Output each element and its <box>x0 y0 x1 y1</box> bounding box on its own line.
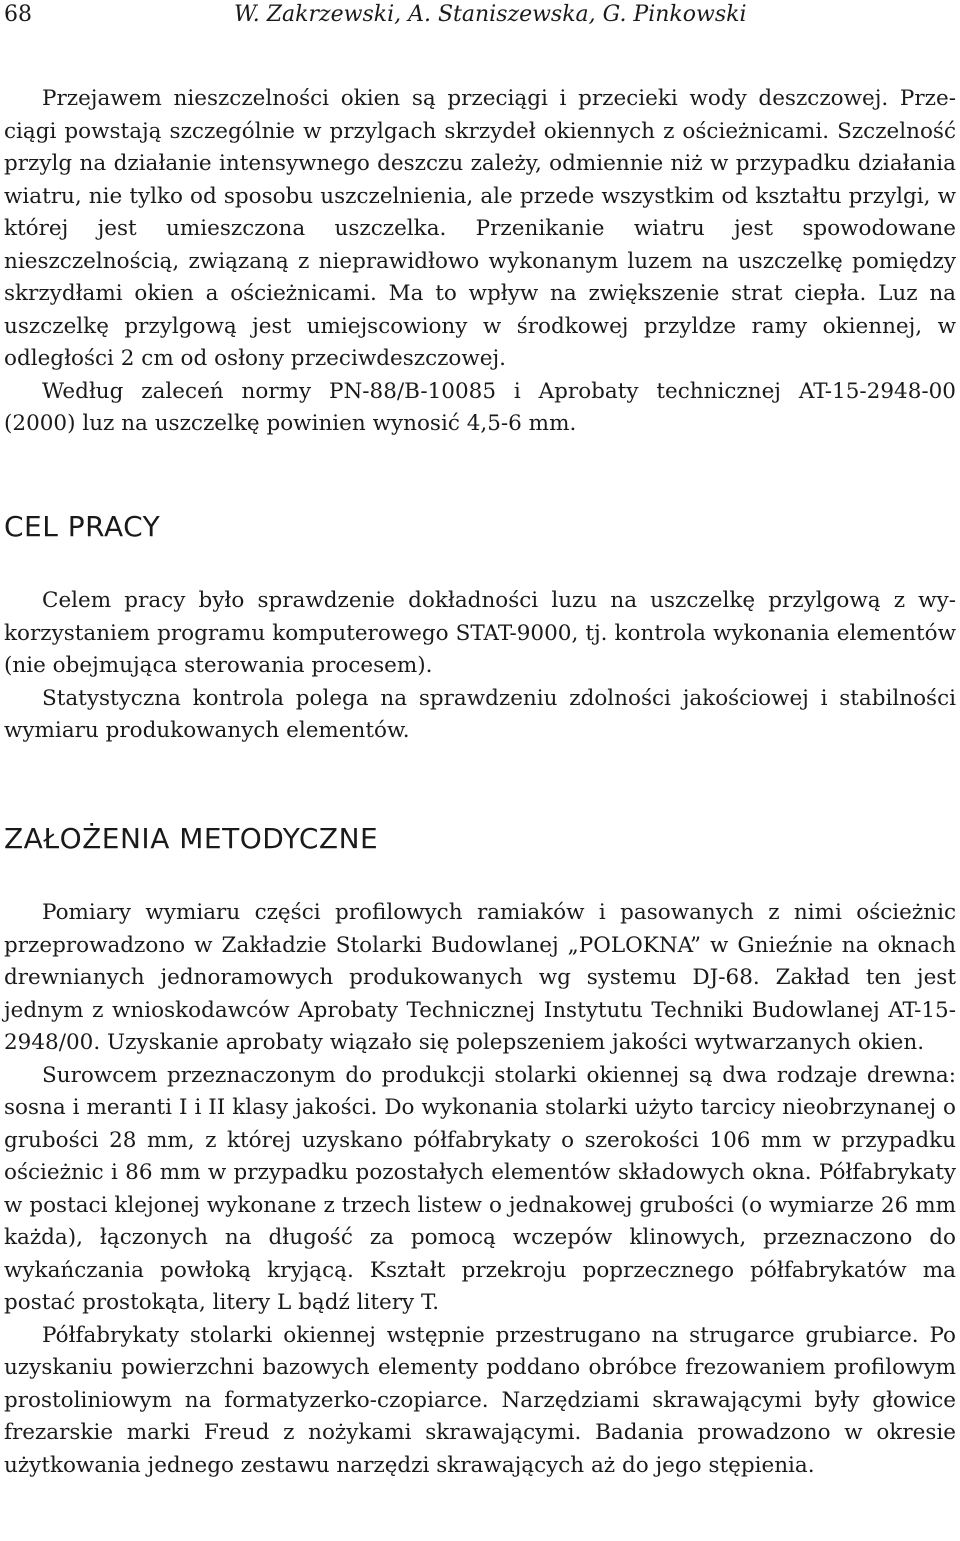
methods-section <box>4 897 956 1482</box>
intro-paragraph-2: Według zaleceń normy PN-88/B-10085 i Aprobaty technicznej AT-15-2948-00 (2000) luz na uszczelkę powinien wynosić 4,5-6 mm. <box>4 378 956 436</box>
section-heading-aim: CEL PRACY <box>4 510 161 543</box>
aim-section <box>4 585 956 748</box>
methods-paragraph-3: Półfabrykaty stolarki okiennej wstępnie przestrugano na strugarce grubiarce. Po uzyskaniu powierzchni bazowych elementy poddano obróbce frezowaniem profilowym prostoliniowym na formatyzerko-czopiarce. Narzędziami skrawającymi były głowice frezarskie marki Freud z nożykami skrawającymi. Badania prowadzono w okresie użytkowania jednego zestawu narzędzi skrawających aż do jego stępienia. <box>4 1322 956 1478</box>
page-number: 68 <box>4 2 32 27</box>
aim-paragraph-2: Statystyczna kontrola polega na sprawdzeniu zdolności jakościowej i stabilności wymiaru produkowanych elementów. <box>4 685 956 743</box>
intro-paragraph-1: Przejawem nieszczelności okien są przeciągi i przecieki wody deszczowej. Przeciągi powstają szczególnie w przylgach skrzydeł okiennych z ościeżnicami. Szczelność przylg na działanie intensywnego deszczu zależy, odmiennie niż w przypadku działania wiatru, nie tylko od sposobu uszczelnienia, ale przede wszystkim od kształtu przylgi, w której jest umieszczona uszczelka. Przenikanie wiatru jest spowodowane nieszczelnością, związaną z nieprawidłowo wykonanym luzem na uszczelkę pomiędzy skrzydłami okien a ościeżnicami. Ma to wpływ na zwiększenie strat ciepła. Luz na uszczelkę przylgową jest umiejscowiony w środkowej przyldze ramy okiennej, w odległości 2 cm od osłony przeciwdeszczowej. <box>4 86 956 371</box>
aim-paragraph-1: Celem pracy było sprawdzenie dokładności luzu na uszczelkę przylgową z wykorzystaniem programu komputerowego STAT-9000, tj. kontrola wykonania elementów (nie obejmująca sterowania procesem). <box>4 588 956 678</box>
intro-section <box>4 83 956 441</box>
methods-paragraph-2: Surowcem przeznaczonym do produkcji stolarki okiennej są dwa rodzaje drewna: sosna i meranti I i II klasy jakości. Do wykonania stolarki użyto tarcicy nieobrzynanej o grubości 28 mm, z której uzyskano półfabrykaty o szerokości 106 mm w przypadku ościeżnic i 86 mm w przypadku pozostałych elementów składowych okna. Półfabrykaty w postaci klejonej wykonane z trzech listew o jednakowej grubości (o wymiarze 26 mm każda), łączonych na długość za pomocą wczepów klinowych, przeznaczono do wykańczania powłoką kryjącą. Kształt przekroju poprzecznego półfabrykatów ma postać prostokąta, litery L bądź litery T. <box>4 1062 956 1315</box>
header-authors: W. Zakrzewski, A. Staniszewska, G. Pinkowski <box>234 2 747 27</box>
running-header <box>4 0 956 30</box>
section-heading-methods: ZAŁOŻENIA METODYCZNE <box>4 822 379 855</box>
methods-paragraph-1: Pomiary wymiaru części profilowych ramiaków i pasowanych z nimi ościeżnic przeprowadzono w Zakładzie Stolarki Budowlanej „POLOKNA” w Gnieźnie na oknach drewnianych jednoramowych produkowanych wg systemu DJ-68. Zakład ten jest jednym z wnioskodawców Aprobaty Technicznej Instytutu Techniki Budowlanej AT-15-2948/00. Uzyskanie aprobaty wiązało się polepszeniem jakości wytwarzanych okien. <box>4 900 956 1055</box>
